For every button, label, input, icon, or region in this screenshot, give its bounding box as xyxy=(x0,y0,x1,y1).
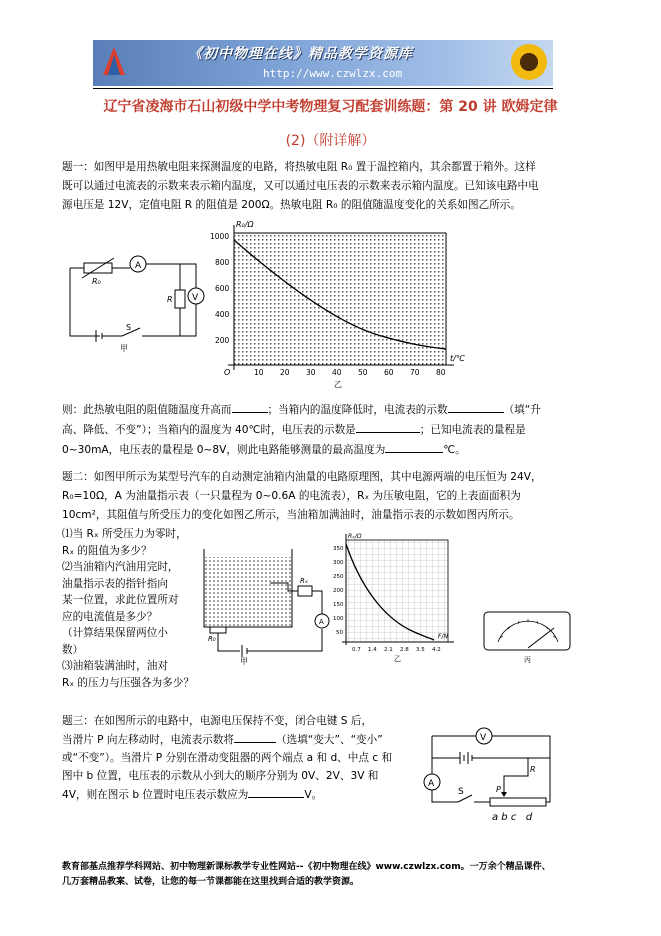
y-axis-label: Rₓ/Ω xyxy=(348,533,362,540)
footer-line: 教育部基点推荐学科网站、初中物理新课标教学专业性网站--《初中物理在线》www.czwlzx.com。一万余个精品课件、 xyxy=(62,862,551,872)
q3-line: 题三：在如图所示的电路中，电源电压保持不变，闭合电键 S 后， xyxy=(62,715,373,727)
q1-questions xyxy=(62,400,622,460)
q1-text: 0~30mA，电压表的量程是 0~8V，则此电路能够测量的最高温度为 xyxy=(62,444,386,456)
y-tick: 50 xyxy=(336,630,343,636)
q2-intro xyxy=(62,468,622,525)
q2-item: 数） xyxy=(62,643,84,656)
y-tick: 250 xyxy=(333,574,344,580)
x-tick: 30 xyxy=(306,368,316,377)
answer-blank[interactable] xyxy=(234,730,276,743)
y-tick: 350 xyxy=(333,546,344,552)
voltmeter-label: V xyxy=(192,293,199,303)
figure-label: 甲 xyxy=(240,657,248,666)
q2-item: Rₓ 的压力与压强各为多少？ xyxy=(62,676,194,689)
site-logo-icon xyxy=(101,45,127,79)
q1-text: 高、降低、不变”）；当箱内的温度为 40℃时，电压表的示数是 xyxy=(62,424,356,436)
q3-line: 或“不变”）。当滑片 P 分别在滑动变阻器的两个端点 a 和 d、中点 c 和 xyxy=(62,752,393,764)
q1-text: ；当箱内的温度降低时，电流表的示数 xyxy=(267,404,448,416)
q2-tank-circuit xyxy=(200,543,330,665)
r-label: R xyxy=(530,765,536,774)
q2-meter-dial xyxy=(480,608,575,666)
x-tick: 2.1 xyxy=(384,647,393,653)
origin-label: O xyxy=(224,368,231,377)
ammeter-label: A xyxy=(135,261,142,271)
page-subtitle: (2)（附详解） xyxy=(285,133,376,149)
q2-item: 应的电流值是多少？ xyxy=(62,610,158,623)
footer-line: 几万套精品教案、试卷，让您的每一节课都能在这里找到合适的教学资源。 xyxy=(62,877,360,887)
x-tick: 10 xyxy=(254,368,264,377)
page-title: 辽宁省凌海市石山初级中学中考物理复习配套训练题：第 20 讲 欧姆定律 xyxy=(103,99,558,115)
q1-intro-line: 题一：如图甲是用热敏电阻来探测温度的电路，将热敏电阻 R₀ 置于温控箱内，其余都置于箱外。这样 xyxy=(62,161,536,173)
x-tick: 3.5 xyxy=(416,647,425,653)
y-tick: 800 xyxy=(215,258,230,267)
q3-line: 当滑片 P 向左移动时，电流表示数将 xyxy=(62,734,235,746)
q2-item: （计算结果保留两位小 xyxy=(62,627,168,639)
x-tick: 0.7 xyxy=(352,647,361,653)
q2-item: ⑶油箱装满油时，油对 xyxy=(62,660,168,672)
slider-label: P xyxy=(496,785,501,794)
y-tick: 150 xyxy=(333,602,344,608)
figure-label: 乙 xyxy=(334,380,342,389)
answer-blank[interactable] xyxy=(232,400,268,413)
y-axis-label: R₀/Ω xyxy=(236,220,254,229)
q1-text: ；已知电流表的量程是 xyxy=(419,424,526,436)
q1-graph-r0-vs-t xyxy=(210,215,488,395)
q1-text: ℃。 xyxy=(443,444,466,456)
answer-blank[interactable] xyxy=(448,400,504,413)
y-tick: 100 xyxy=(333,616,344,622)
q1-text: （填“升 xyxy=(503,404,541,416)
y-tick: 300 xyxy=(333,560,344,566)
q1-intro-line: 源电压是 12V，定值电阻 R 的阻值是 200Ω。热敏电阻 R₀ 的阻值随温度变化的关系如图乙所示。 xyxy=(62,199,521,211)
q1-text: 则：此热敏电阻的阻值随温度升高而 xyxy=(62,404,232,416)
q2-item: Rₓ 的阻值为多少？ xyxy=(62,544,152,557)
answer-blank[interactable] xyxy=(385,440,443,453)
switch-label: S xyxy=(126,323,132,332)
ammeter-label: A xyxy=(428,779,435,789)
slider-points-label: a b c d xyxy=(492,812,533,823)
y-tick: 600 xyxy=(215,284,230,293)
x-axis-label: F/N xyxy=(438,633,448,640)
x-tick: 70 xyxy=(410,368,420,377)
sunflower-icon xyxy=(511,44,547,80)
q2-graph-rx-vs-f xyxy=(330,530,460,665)
x-axis-label: t/℃ xyxy=(450,354,465,363)
figure-label: 乙 xyxy=(394,655,401,663)
answer-blank[interactable] xyxy=(356,420,420,433)
ammeter-label: A xyxy=(319,618,324,626)
figure-label: 甲 xyxy=(120,344,128,353)
x-tick: 2.8 xyxy=(400,647,409,653)
banner-url[interactable]: http://www.czwlzx.com xyxy=(263,67,403,80)
x-tick: 80 xyxy=(436,368,446,377)
x-tick: 1.4 xyxy=(368,647,377,653)
q2-item: ⑵当油箱内汽油用完时， xyxy=(62,561,179,573)
x-tick: 20 xyxy=(280,368,290,377)
q3-line: （选填“变大”、“变小” xyxy=(276,734,383,746)
r-label: R xyxy=(167,295,173,304)
x-tick: 60 xyxy=(384,368,394,377)
q2-intro-line: 题二：如图甲所示为某型号汽车的自动测定油箱内油量的电路原理图，其中电源两端的电压恒为 24V， xyxy=(62,471,542,483)
x-tick: 4.2 xyxy=(432,647,441,653)
q3-line: 图中 b 位置，电压表的示数从小到大的顺序分别为 0V、2V、3V 和 xyxy=(62,770,379,782)
voltmeter-label: V xyxy=(480,733,487,743)
y-tick: 1000 xyxy=(210,232,230,241)
q2-item: 油量指示表的指针指向 xyxy=(62,577,168,590)
x-tick: 40 xyxy=(332,368,342,377)
r0-label: R₀ xyxy=(92,277,101,286)
y-tick: 400 xyxy=(215,310,230,319)
q1-intro-line: 既可以通过电流表的示数来表示箱内温度，又可以通过电压表的示数来表示箱内温度。已知该电路中电 xyxy=(62,180,539,192)
answer-blank[interactable] xyxy=(248,785,304,798)
switch-label: S xyxy=(458,787,464,797)
x-tick: 50 xyxy=(358,368,368,377)
q2-item: ⑴当 Rₓ 所受压力为零时， xyxy=(62,528,187,540)
q3-circuit-diagram xyxy=(418,718,568,830)
q3-line: V。 xyxy=(304,789,323,801)
q2-intro-line: R₀=10Ω，A 为油量指示表（一只量程为 0~0.6A 的电流表），Rₓ 为压敏电阻，它的上表面面积为 xyxy=(62,490,521,502)
q3-line: 4V，则在图示 b 位置时电压表示数应为 xyxy=(62,789,249,801)
q2-intro-line: 10cm²，其阻值与所受压力的变化如图乙所示，当油箱加满油时，油量指示表的示数如图丙所示。 xyxy=(62,509,520,521)
r0-label: R₀ xyxy=(208,635,216,643)
page-footer xyxy=(62,860,622,890)
figure-label: 丙 xyxy=(524,656,531,664)
q2-subquestions xyxy=(62,526,212,691)
y-tick: 200 xyxy=(215,336,230,345)
site-banner xyxy=(93,40,553,86)
q1-circuit-diagram xyxy=(62,238,217,358)
y-tick: 200 xyxy=(333,588,344,594)
banner-title: 《初中物理在线》精品教学资源库 xyxy=(188,46,413,62)
q3-text xyxy=(62,712,422,804)
q2-item: 某一位置，求此位置所对 xyxy=(62,594,179,606)
q1-intro xyxy=(62,158,622,215)
header-divider xyxy=(93,88,553,89)
rx-label: Rₓ xyxy=(300,577,308,585)
